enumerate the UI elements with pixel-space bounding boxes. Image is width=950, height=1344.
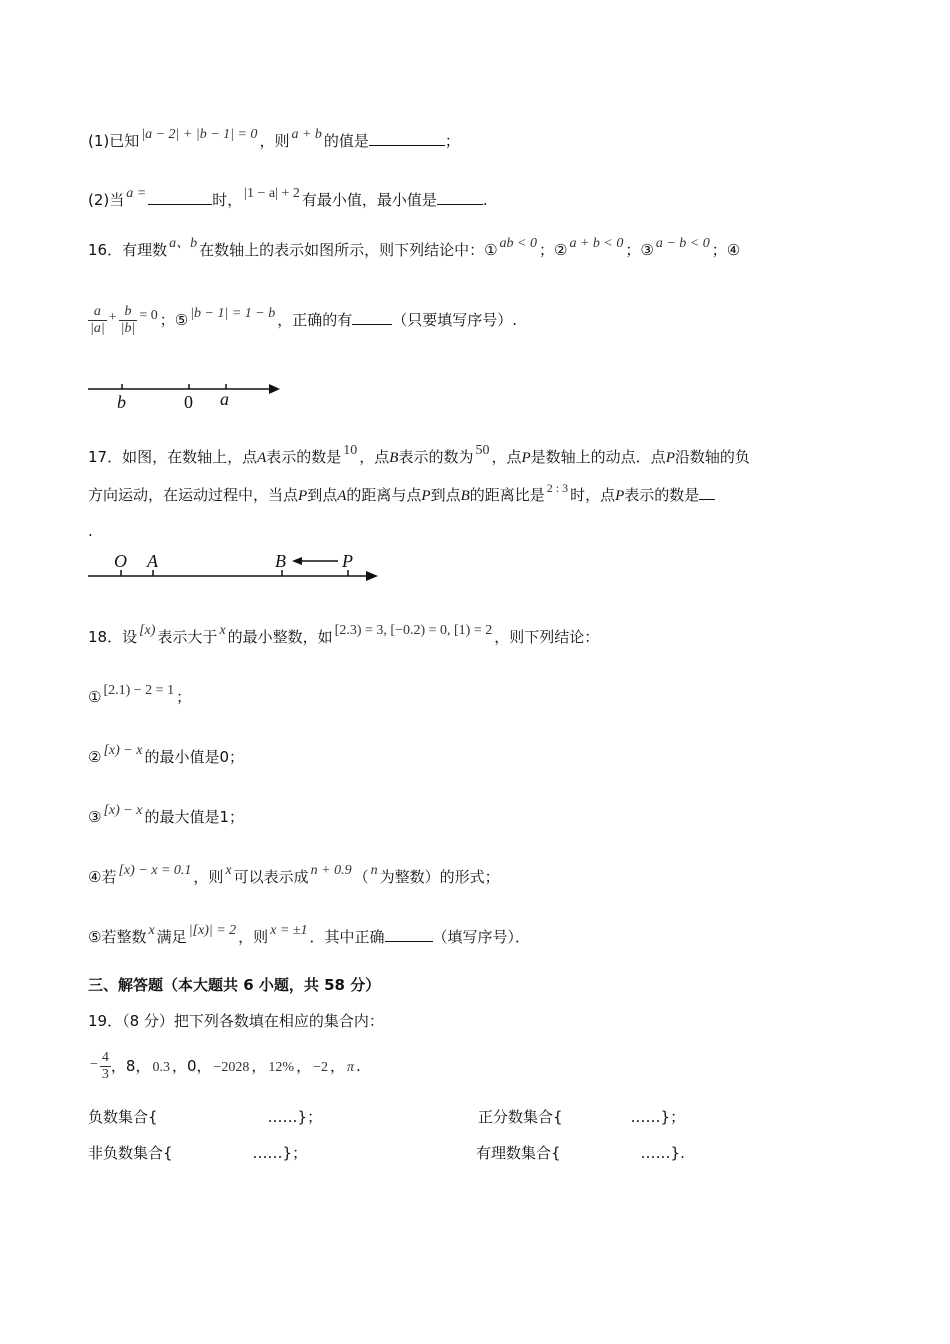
num-neg2: −2 xyxy=(313,1060,329,1075)
q15-p2-label: (2)当 xyxy=(88,191,125,209)
plus: + xyxy=(108,310,117,325)
set-end: ……}； xyxy=(252,1144,308,1162)
axis-arrow xyxy=(269,384,280,394)
label-B: B xyxy=(275,551,286,571)
q16-c2: a + b < 0 xyxy=(569,236,624,251)
item-math: [2.1) − 2 = 1 xyxy=(103,683,175,698)
item-t4: （填写序号）． xyxy=(432,928,531,946)
q17-l2-t1: 方向运动，在运动过程中，当点 xyxy=(88,486,299,504)
q17-lead: 17．如图，在数轴上，点 xyxy=(88,448,258,466)
q17-number-line xyxy=(86,548,386,584)
fraction-4-3 xyxy=(100,1050,111,1083)
item-m3: x = ±1 xyxy=(270,923,308,938)
value-50: 50 xyxy=(475,443,490,458)
set-label: 非负数集合{ xyxy=(88,1144,173,1162)
q16-s5: ；⑤ xyxy=(159,311,189,329)
num-0: ，0， xyxy=(171,1057,212,1075)
q16-tail: ，正确的有 xyxy=(277,311,353,329)
item-tail: 的最大值是1； xyxy=(144,808,244,826)
num-2028: −2028 xyxy=(213,1060,250,1075)
q15-p1-end: 的值是 xyxy=(323,132,369,150)
answer-blank[interactable] xyxy=(385,927,433,942)
left-arrow-icon xyxy=(292,557,302,565)
frac-num: b xyxy=(119,304,138,321)
item-math: [x) − x xyxy=(103,743,143,758)
set-end: ……}； xyxy=(267,1108,323,1126)
item-mark: ② xyxy=(88,748,102,766)
item-t1: ，则 xyxy=(193,868,224,886)
set-rational xyxy=(476,1142,685,1164)
q15-p1-mid: ，则 xyxy=(259,132,290,150)
var-P: P xyxy=(298,488,308,504)
item-tail: 的最小值是0； xyxy=(144,748,244,766)
sep: ， xyxy=(251,1057,267,1075)
q16-text: 在数轴上的表示如图所示，则下列结论中：① xyxy=(199,241,498,259)
q15-part1 xyxy=(88,127,460,154)
item-mark: ④若 xyxy=(88,868,117,886)
item-mark: ⑤若整数 xyxy=(88,928,147,946)
q18-m2: x xyxy=(219,623,226,638)
answer-blank[interactable] xyxy=(148,190,212,205)
q16-tail2: （只要填写序号）. xyxy=(392,311,518,329)
q18-t3: ，则下列结论： xyxy=(494,628,600,646)
q15-p1-label: (1)已知 xyxy=(88,132,140,150)
q18-item5 xyxy=(88,923,531,950)
minus-sign: − xyxy=(90,1057,98,1072)
item-m4: n xyxy=(370,863,378,878)
sep: ， xyxy=(296,1057,312,1075)
q19-numbers xyxy=(88,1046,361,1088)
num-12pct: 12% xyxy=(268,1060,295,1075)
q19-lead: 19．（8 分）把下列各数填在相应的集合内： xyxy=(88,1012,384,1030)
item-t4: 为整数）的形式； xyxy=(379,868,500,886)
var-A: A xyxy=(337,488,347,504)
item-m1: x xyxy=(148,923,155,938)
answer-blank[interactable] xyxy=(352,310,392,325)
set-end: ……}. xyxy=(640,1144,685,1162)
label-b: b xyxy=(117,392,126,412)
fraction-a xyxy=(88,304,107,337)
q18-item4 xyxy=(88,863,500,890)
set-positive-fraction xyxy=(478,1106,685,1128)
frac-den: |b| xyxy=(120,321,136,336)
q17-t2: ，点 xyxy=(359,448,390,466)
item-t2: ，则 xyxy=(238,928,269,946)
q16-line2 xyxy=(88,300,517,342)
label-O: O xyxy=(114,551,127,571)
q17-line1 xyxy=(88,443,750,470)
q17-t5: 是数轴上的动点．点 xyxy=(530,448,666,466)
q15-p2-punct: . xyxy=(482,191,488,209)
q16-c1: ab < 0 xyxy=(499,236,537,251)
frac-num: a xyxy=(88,304,107,321)
item-m2: |[x)| = 2 xyxy=(188,923,237,938)
q18-m3: [2.3) = 3, [−0.2) = 0, [1) = 2 xyxy=(334,623,493,638)
q16-c5: |b − 1| = 1 − b xyxy=(190,306,276,321)
item-mark: ③ xyxy=(88,808,102,826)
var-P: P xyxy=(421,488,431,504)
frac-num: 4 xyxy=(101,1050,109,1065)
q16-s4: ；④ xyxy=(711,241,741,259)
q18-item2 xyxy=(88,743,244,770)
q18-item3 xyxy=(88,803,244,830)
label-0: 0 xyxy=(184,392,193,412)
q17-t1: 表示的数是 xyxy=(266,448,342,466)
set-negative xyxy=(88,1106,322,1128)
q15-p1-math2: a + b xyxy=(291,127,322,142)
q16-c3: a − b < 0 xyxy=(655,236,710,251)
q15-p2-mid: 时， xyxy=(212,191,243,209)
item-mark: ① xyxy=(88,688,102,706)
value-10: 10 xyxy=(343,443,358,458)
answer-blank[interactable] xyxy=(369,131,445,146)
item-t2: 可以表示成 xyxy=(233,868,309,886)
frac-den: |a| xyxy=(90,321,105,336)
set-label: 有理数集合{ xyxy=(476,1144,561,1162)
q17-l2-t3: 的距离与点 xyxy=(346,486,422,504)
eq: = 0 xyxy=(139,308,158,323)
set-nonnegative xyxy=(88,1142,307,1164)
q16-line1 xyxy=(88,236,741,263)
q16-number-line xyxy=(86,378,286,412)
q17-l2-t7: 表示的数是 xyxy=(624,486,700,504)
section-title: 三、解答题（本大题共 6 小题，共 58 分） xyxy=(88,976,381,994)
q17-l2-t6: 时，点 xyxy=(570,486,616,504)
fraction-b xyxy=(119,304,138,337)
q17-t3: 表示的数为 xyxy=(398,448,474,466)
q17-l2-t5: 的距离比是 xyxy=(469,486,545,504)
answer-blank[interactable] xyxy=(437,190,483,205)
q18-lead: 18．设 xyxy=(88,628,138,646)
q15-p2-math: a = xyxy=(126,186,147,201)
sep: ， xyxy=(330,1057,346,1075)
frac-den: 3 xyxy=(101,1067,109,1082)
q17-line2 xyxy=(88,481,715,507)
var-P: P xyxy=(521,450,531,466)
var-P: P xyxy=(615,488,625,504)
q16-s3: ；③ xyxy=(625,241,654,259)
q17-t6: 沿数轴的负 xyxy=(674,448,750,466)
var-B: B xyxy=(460,488,470,504)
set-end: ……}； xyxy=(630,1108,686,1126)
set-label: 正分数集合{ xyxy=(478,1108,563,1126)
item-m3: n + 0.9 xyxy=(310,863,352,878)
q18-m1: [x) xyxy=(139,623,156,638)
q18-t1: 表示大于 xyxy=(157,628,218,646)
period: . xyxy=(356,1057,361,1075)
num-pi: π xyxy=(347,1060,355,1075)
ratio: 2 : 3 xyxy=(546,481,569,495)
item-t3: （ xyxy=(353,868,369,886)
var-A: A xyxy=(257,450,267,466)
answer-blank[interactable] xyxy=(699,485,715,500)
axis-arrow xyxy=(366,571,378,581)
label-P: P xyxy=(342,551,353,571)
q18-line1 xyxy=(88,623,600,650)
q15-p1-punct: ； xyxy=(444,132,460,150)
q16-lead: 16．有理数 xyxy=(88,241,168,259)
q17-l2-t2: 到点 xyxy=(307,486,338,504)
label-a: a xyxy=(220,389,229,409)
q17-l2-t4: 到点 xyxy=(430,486,461,504)
item-t3: ．其中正确 xyxy=(309,928,385,946)
label-A: A xyxy=(147,551,158,571)
q17-t4: ，点 xyxy=(491,448,522,466)
q16-s2: ；② xyxy=(539,241,568,259)
var-B: B xyxy=(389,450,399,466)
q17-line3: . xyxy=(88,522,93,540)
num-0-3: 0.3 xyxy=(152,1060,170,1075)
q15-part2 xyxy=(88,186,488,213)
q15-p1-math: |a − 2| + |b − 1| = 0 xyxy=(141,127,258,142)
q15-p2-mid2: 有最小值，最小值是 xyxy=(301,191,437,209)
num-8: ，8， xyxy=(110,1057,151,1075)
item-m2: x xyxy=(225,863,232,878)
item-tail: ； xyxy=(176,688,192,706)
item-math: [x) − x xyxy=(103,803,143,818)
var-P: P xyxy=(665,450,675,466)
item-math: [x) − x = 0.1 xyxy=(118,863,192,878)
q18-t2: 的最小整数，如 xyxy=(227,628,333,646)
set-label: 负数集合{ xyxy=(88,1108,158,1126)
item-t1: 满足 xyxy=(156,928,187,946)
q18-item1 xyxy=(88,683,192,710)
q16-vars: a、b xyxy=(169,236,198,251)
q15-p2-math2: |1 − a| + 2 xyxy=(244,186,300,201)
